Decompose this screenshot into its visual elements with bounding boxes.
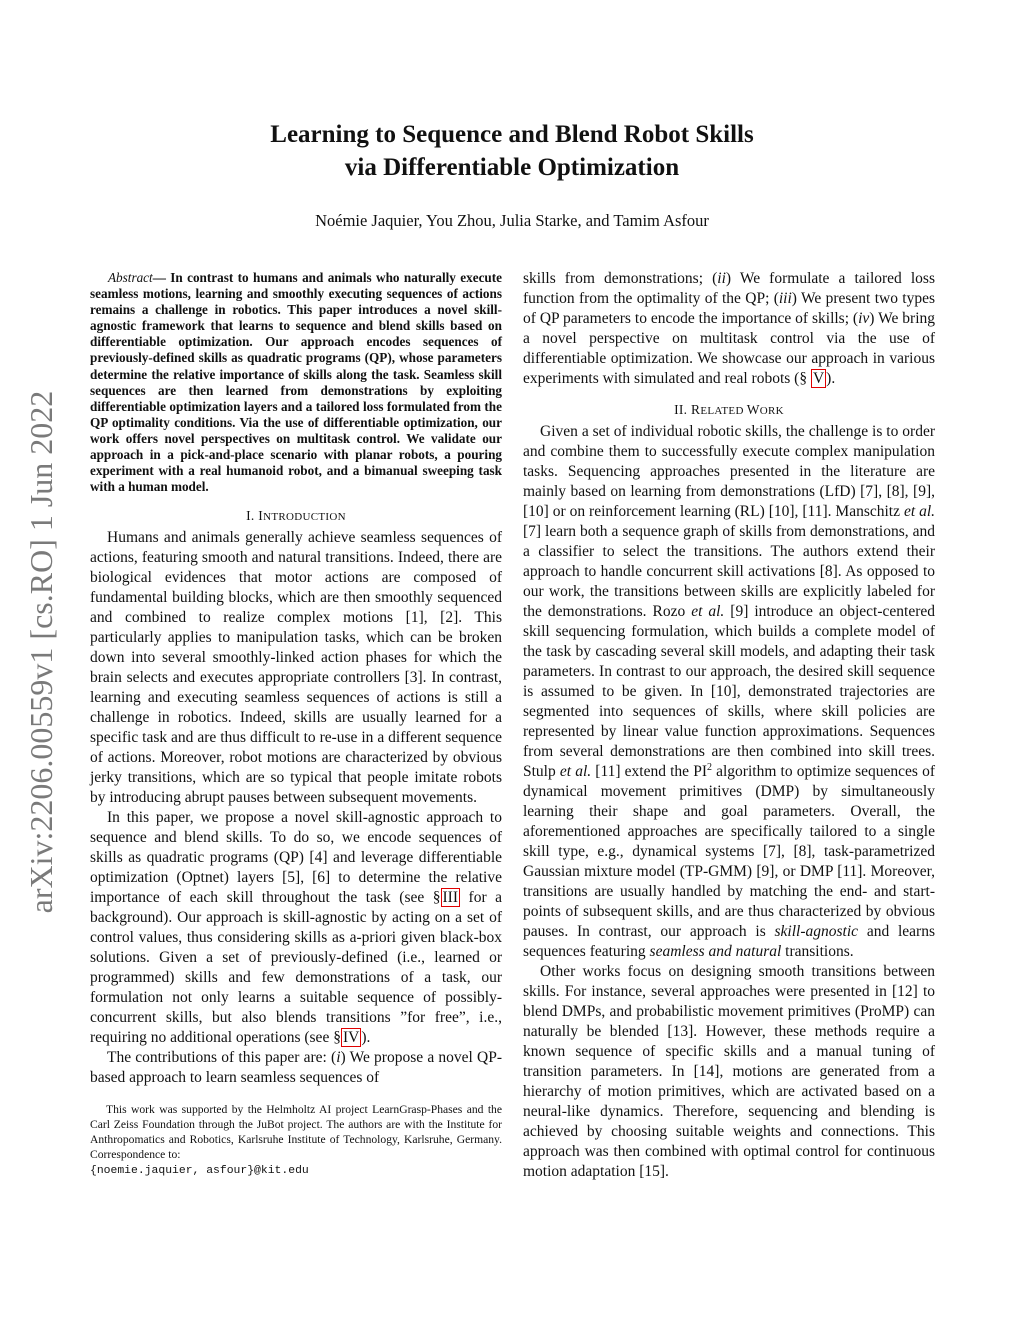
roman-numeral: iii bbox=[778, 290, 792, 307]
paper-title bbox=[0, 118, 1024, 184]
roman-numeral: iv bbox=[858, 310, 870, 327]
paragraph-text: ) We formulate a tailored loss function from the optimality of the QP; ( bbox=[523, 270, 935, 307]
footnote bbox=[90, 1102, 502, 1179]
paragraph-text: ) We propose a novel QP-based approach to learn seamless sequences of bbox=[90, 1049, 503, 1087]
paragraph-text: ) We present two types of QP parameters to encode the importance of skills; ( bbox=[523, 290, 935, 327]
right-column bbox=[523, 269, 935, 1182]
paragraph-text: [11] extend the PI bbox=[591, 763, 707, 780]
paragraph-text: for a background). Our approach is skill-agnostic by acting on a set of control values, thus considering skills as a-priori given black-box solutions. Given a set of previously-defined (i.e., learned or programmed) skills and few demonstrations of a task, our formulation not only learns a suitable sequence of possibly-concurrent skills, but also blends transitions ”for free”, i.e., requiring no additional operations (see § bbox=[90, 889, 503, 1047]
section-title-initial: I bbox=[258, 508, 264, 524]
related-work-paragraph-2: Other works focus on designing smooth transitions between skills. For instance, several approaches were presented in [12] to blend DMPs, and probabilistic movement primitives (ProMP) can naturally be blended [13]. However, these methods require a known sequence of specific skills and a manual tuning of transition parameters. In [14], motions are generated from a hierarchy of motion primitives, which are activated based on a neural-like dynamics. Therefore, sequencing and blending is achieved by choosing suitable weights and connections. This approach was then combined with optimal control for continuous motion adaptation [15]. bbox=[523, 963, 935, 1180]
emphasis: skill-agnostic bbox=[774, 923, 859, 940]
paragraph-text: In this paper, we propose a novel skill-agnostic approach to sequence and blend skills. To do so, we encode sequences of skills as quadratic programs (QP) [4] and leverage differentiable optimization (Optnet) layers [5], [6] to determine the relative importance of each skill throughout the task (see § bbox=[90, 809, 502, 907]
intro-paragraph-3 bbox=[90, 1048, 502, 1088]
paragraph-text: and learns sequences featuring bbox=[523, 923, 935, 960]
section-title-rest: ORK bbox=[759, 405, 784, 417]
paragraph-text: skills from demonstrations; ( bbox=[523, 270, 718, 287]
section-link-v[interactable]: V bbox=[812, 370, 825, 387]
et-al: et al. bbox=[903, 503, 935, 520]
correspondence-email: {noemie.jaquier, asfour}@kit.edu bbox=[90, 1165, 309, 1178]
paragraph-text: The contributions of this paper are: ( bbox=[107, 1049, 337, 1067]
paragraph-text: ) We bring a novel perspective on multitask control via the use of differentiable optimization. We showcase our approach in various experiments with simulated and real robots (§ bbox=[523, 310, 935, 387]
related-work-paragraph-1 bbox=[523, 422, 935, 962]
et-al: et al. bbox=[691, 603, 725, 620]
roman-numeral: i bbox=[336, 1049, 341, 1067]
intro-paragraph-1: Humans and animals generally achieve seamless sequences of actions, featuring smooth and natural transitions. Indeed, there are biological evidences that motor actions are composed of fundamental building blocks, which are then smoothly sequenced and combined to realize complex motions [1], [2]. This particularly applies to manipulation tasks, which can be broken down into several smoothly-linked action phases for which the brain selects and executes appropriate controllers [3]. In contrast, learning and executing seamless sequences of actions is still a challenge in robotics. Indeed, skills are usually learned for a specific task and are thus difficult to re-use in a different sequence of actions. Moreover, robot motions are characterized by obvious jerky transitions, which are so typical that people imitate robots by introducing abrupt pauses between subsequent movements. bbox=[90, 529, 502, 807]
section-title-rest: NTRODUCTION bbox=[263, 511, 346, 524]
et-al: et al. bbox=[559, 763, 592, 780]
abstract-label: Abstract bbox=[108, 270, 153, 285]
title-line-1: Learning to Sequence and Blend Robot Skills bbox=[270, 121, 754, 148]
section-heading-introduction bbox=[90, 508, 502, 524]
section-link-iii[interactable]: III bbox=[442, 889, 459, 907]
section-title-initial: W bbox=[746, 402, 760, 417]
superscript: 2 bbox=[706, 761, 712, 773]
abstract bbox=[90, 270, 502, 495]
contributions-continued bbox=[523, 269, 935, 389]
paragraph-text: Given a set of individual robotic skills, the challenge is to order and combine them to successfully execute complex manipulation tasks. Sequencing approaches presented in the literature are mainly based on learning from demonstrations (LfD) [7], [8], [9], [10] or on reinforcement learning (RL) [10], [11]. Manschitz bbox=[523, 423, 935, 520]
section-heading-related-work bbox=[523, 402, 935, 418]
author-list: Noémie Jaquier, You Zhou, Julia Starke, and Tamim Asfour bbox=[315, 211, 709, 230]
section-title-initial: R bbox=[691, 402, 701, 417]
arxiv-identifier: arXiv:2206.00559v1 [cs.RO] 1 Jun 2022 bbox=[23, 390, 59, 914]
intro-paragraph-2 bbox=[90, 808, 502, 1048]
title-line-2: via Differentiable Optimization bbox=[344, 154, 680, 181]
paragraph-text: ). bbox=[361, 1029, 371, 1047]
abstract-dash: — bbox=[152, 270, 171, 285]
paragraph-text: [9] introduce an object-centered skill sequencing formulation, which builds a complete model of the task by cascading several skill models, and adapting their task parameters. In contrast to our approach, the desired skill sequence is assumed to be given. In [10], demonstrated trajectories are segmented into sequences of skills, where skill policies are represented by linear value function approximations. Sequences from several demonstrations are then combined into skill trees. Stulp bbox=[523, 603, 935, 780]
section-title-rest: ELATED bbox=[700, 405, 747, 417]
section-number: I. bbox=[246, 508, 259, 524]
paragraph-text: ). bbox=[826, 370, 836, 387]
section-number: II. bbox=[674, 402, 692, 417]
paragraph-text: transitions. bbox=[781, 943, 854, 960]
footnote-text: This work was supported by the Helmholtz AI project LearnGrasp-Phases and the Carl Zeiss Foundation through the JuBot project. The authors are with the Institute for Anthropomatics and Robotics, Karlsruhe Institute of Technology, Karlsruhe, Germany. Correspondence to: bbox=[90, 1103, 502, 1162]
emphasis: seamless and natural bbox=[649, 943, 782, 960]
left-column bbox=[90, 270, 502, 1191]
section-link-iv[interactable]: IV bbox=[342, 1029, 360, 1047]
abstract-text: In contrast to humans and animals who naturally execute seamless motions, learning and smoothly executing sequences of actions remains a challenge in robotics. This paper introduces a novel skill-agnostic framework that learns to sequence and blend skills based on differentiable optimization. Our approach encodes sequences of previously-defined skills as quadratic programs (QP), whose parameters determine the relative importance of skills along the task. Seamless skill sequences are then learned from demonstrations by exploiting differentiable optimization layers and a tailored loss formulated from the QP optimality conditions. Via the use of differentiable optimization, our work offers novel perspectives on multitask control. We validate our approach in a pick-and-place scenario with planar robots, a pouring experiment with a real humanoid robot, and a bimanual sweeping task with a human model. bbox=[90, 270, 502, 495]
roman-numeral: ii bbox=[717, 270, 726, 287]
paragraph-text: [7] learn both a sequence graph of skills from demonstrations, and a classifier to select the transitions. The authors extend their approach to handle concurrent skill activations [8]. As opposed to our work, the transitions between skills are explicitly labeled for the demonstrations. Rozo bbox=[523, 523, 935, 620]
paragraph-text: algorithm to optimize sequences of dynamical movement primitives (DMP) by simultaneously learning their shape and goal parameters. Overall, the aforementioned approaches are specifically tailored to a single skill type, e.g., dynamical systems [7], [8], task-parametrized Gaussian mixture model (TP-GMM) [9], or DMP [11]. Moreover, transitions are usually handled by matching the end- and start-points of subsequent skills, and are thus characterized by obvious pauses. In contrast, our approach is bbox=[523, 763, 935, 940]
